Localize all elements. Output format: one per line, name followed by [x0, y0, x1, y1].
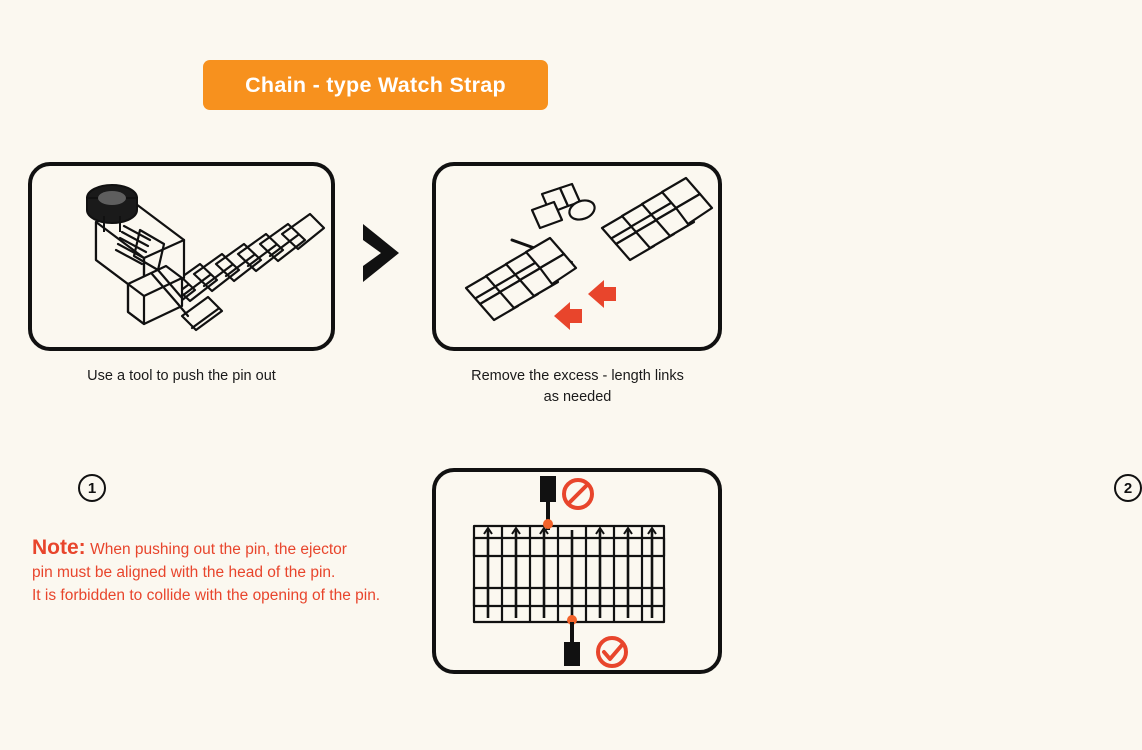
- step-badge-1: 1: [78, 474, 106, 502]
- step-2-caption: [420, 366, 735, 408]
- note-line-3: It is forbidden to collide with the opening of the pin.: [32, 586, 381, 604]
- step-2-illustration: [436, 166, 718, 347]
- note-illustration-panel: [432, 468, 722, 674]
- title-banner: [203, 60, 548, 110]
- chevron-right-arrow-icon: [355, 222, 413, 284]
- check-circle-icon: [598, 638, 626, 666]
- page-title: Chain - type Watch Strap: [245, 72, 506, 97]
- step-1-caption: Use a tool to push the pin out: [87, 368, 276, 384]
- step-1-illustration: [32, 166, 331, 347]
- prohibition-icon: [564, 480, 592, 508]
- note-label: Note:: [32, 536, 86, 559]
- step-2-caption-line-2: as needed: [543, 389, 612, 406]
- step-badge-2: 2: [1114, 474, 1142, 502]
- incorrect-ejector-pin: [540, 476, 556, 530]
- note-block: [32, 536, 422, 608]
- note-line-2: pin must be aligned with the head of the pin.: [32, 563, 336, 581]
- step-2-caption-line-1: Remove the excess - length links: [471, 368, 684, 384]
- note-line-1: When pushing out the pin, the ejector: [90, 541, 347, 558]
- note-first-line: [32, 536, 422, 562]
- pin-alignment-illustration: [436, 472, 718, 670]
